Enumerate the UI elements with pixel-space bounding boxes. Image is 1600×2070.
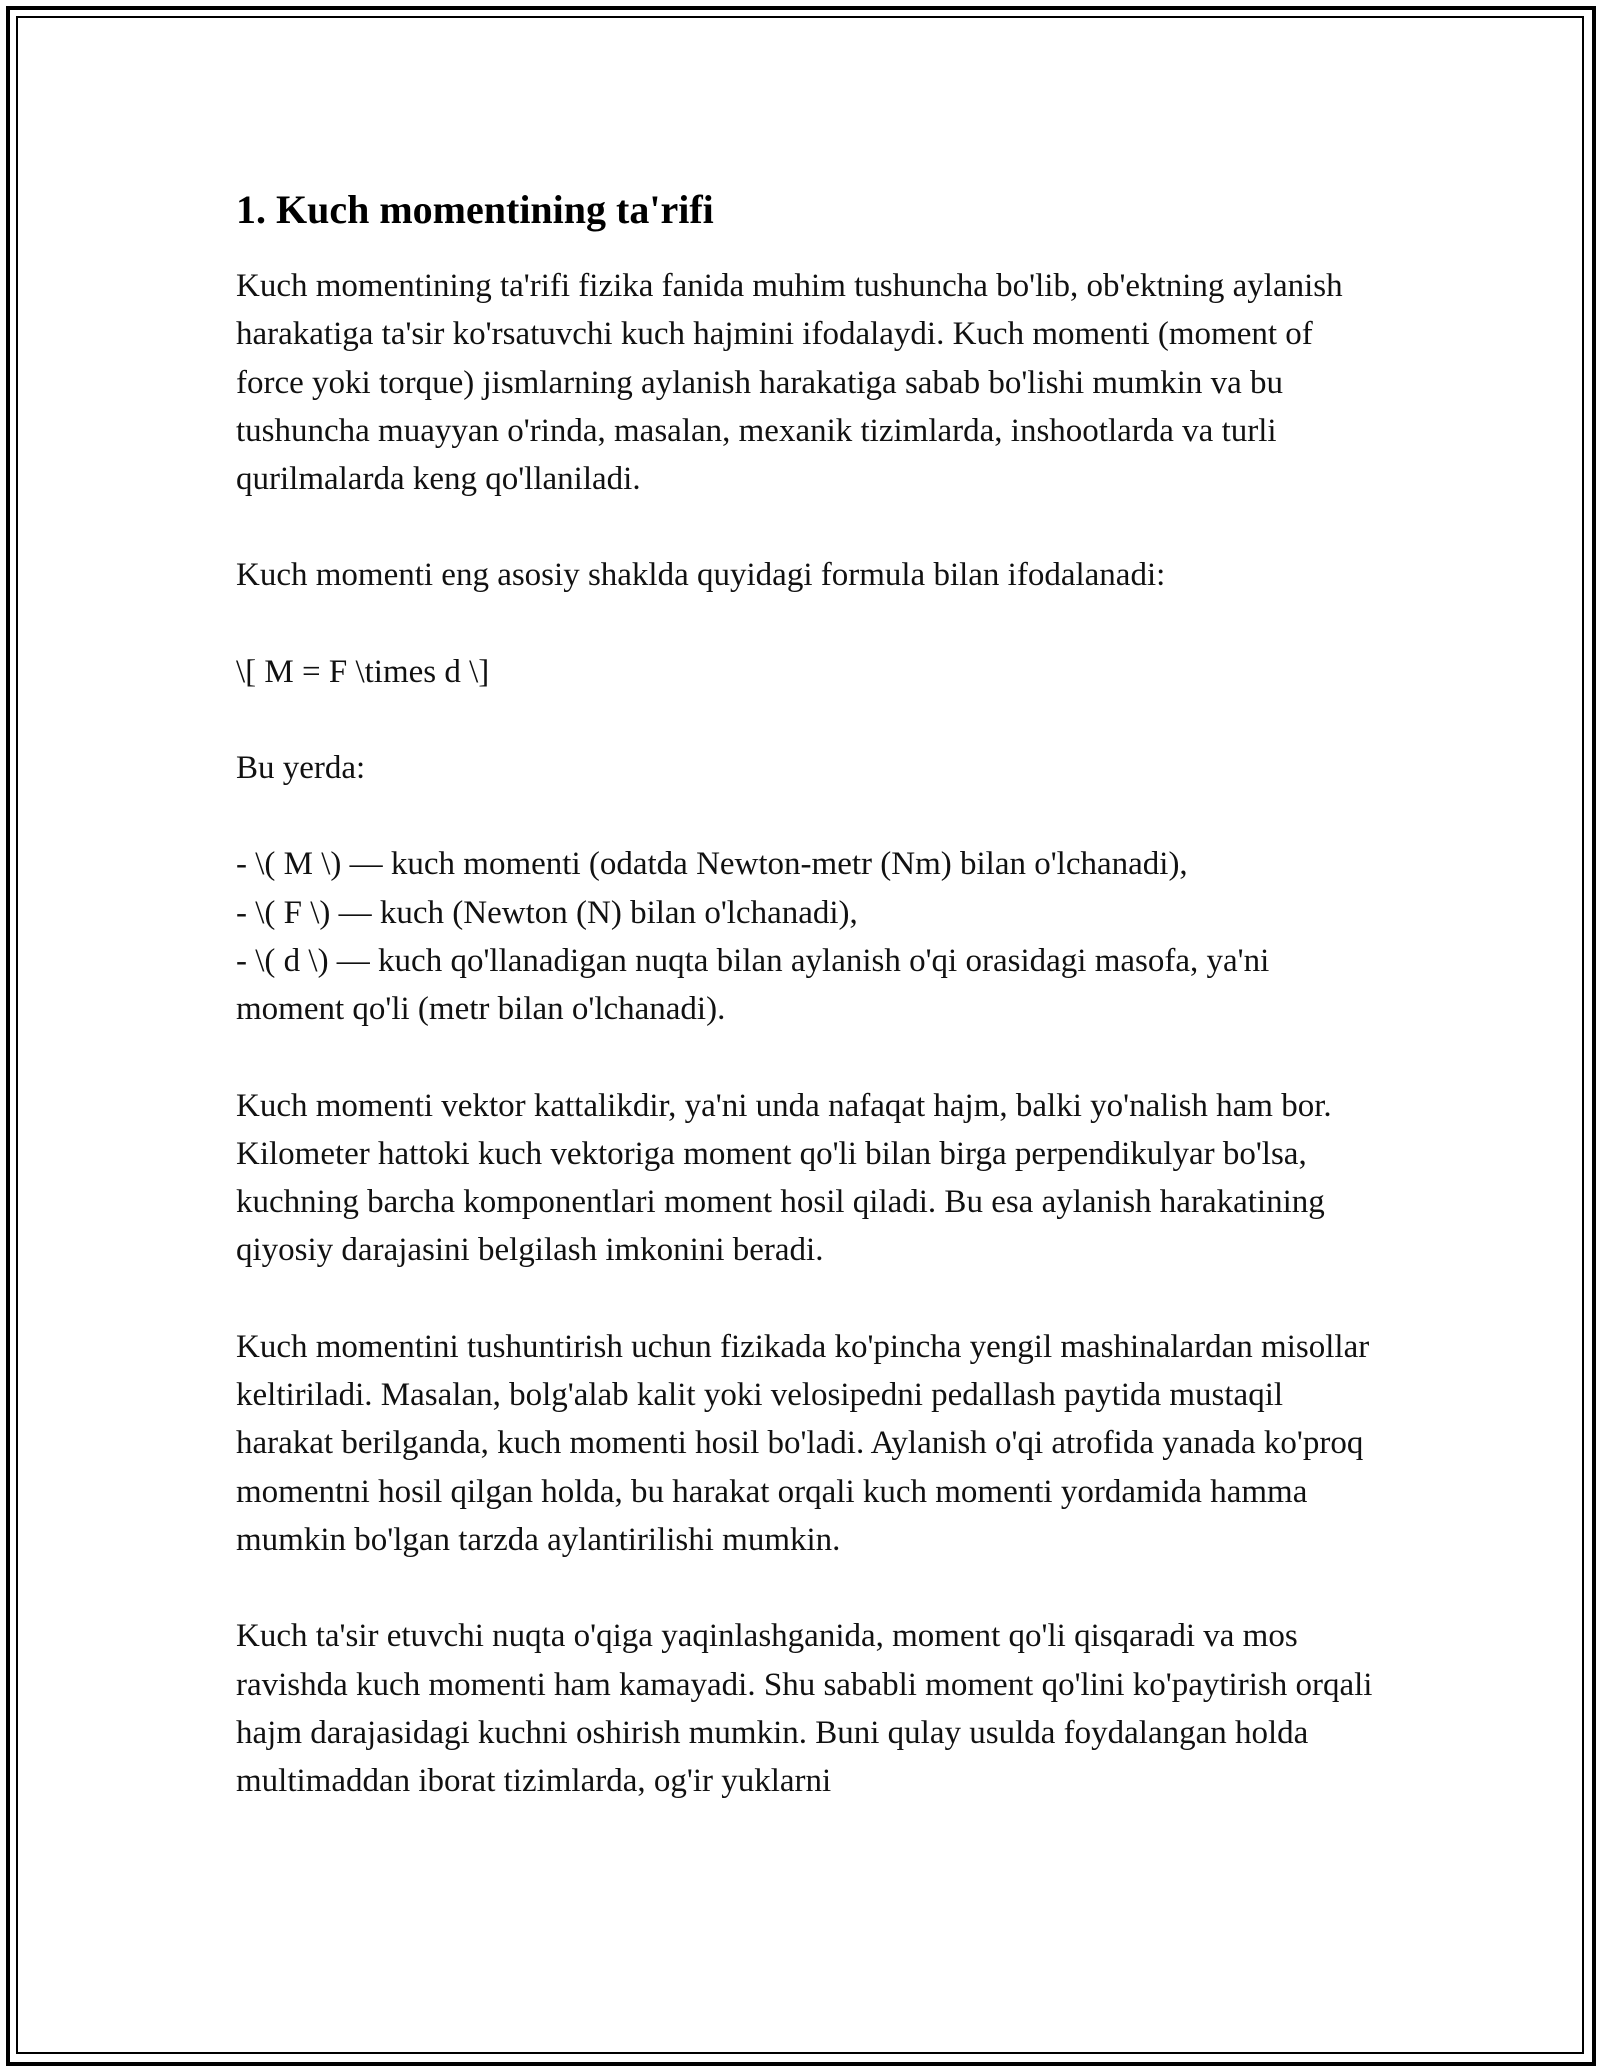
paragraph-definition: Kuch momentining ta'rifi fizika fanida muhim tushuncha bo'lib, ob'ektning aylanish harakatiga ta'sir ko'rsatuvchi kuch hajmini ifodalaydi. Kuch momenti (moment of force yoki torque) jismlarning aylanish harakatiga sabab bo'lishi mumkin va bu tushuncha muayyan o'rinda, masalan, mexanik tizimlarda, inshootlarda va turli qurilmalarda keng qo'llaniladi.: [236, 268, 1343, 498]
section-heading: 1. Kuch momentining ta'rifi: [236, 187, 714, 232]
paragraph-examples: Kuch momentini tushuntirish uchun fizikada ko'pincha yengil mashinalardan misollar keltiriladi. Masalan, bolg'alab kalit yoki velosipedni pedallash paytida mustaqil harakat berilganda, kuch momenti hosil bo'ladi. Aylanish o'qi atrofida yanada ko'proq momentni hosil qilgan holda, bu harakat orqali kuch momenti yordamida hamma mumkin bo'lgan tarzda aylantirilishi mumkin.: [236, 1328, 1370, 1558]
paragraph-lever-arm: Kuch ta'sir etuvchi nuqta o'qiga yaqinlashganida, moment qo'li qisqaradi va mos ravishda kuch momenti ham kamayadi. Shu sababli moment qo'lini ko'paytirish orqali hajm darajasidagi kuchni oshirish mumkin. Buni qulay usulda foydalangan holda multimaddan iborat tizimlarda, og'ir yuklarni: [236, 1618, 1373, 1800]
paragraph-where: Bu yerda:: [236, 750, 366, 787]
definition-m: - \( M \) — kuch momenti (odatda Newton-metr (Nm) bilan o'lchanadi),: [236, 846, 1188, 883]
paragraph-formula-intro: Kuch momenti eng asosiy shaklda quyidagi formula bilan ifodalanadi:: [236, 557, 1166, 594]
variable-definitions: [236, 840, 1376, 1033]
formula: \[ M = F \times d \]: [236, 653, 490, 690]
definition-f: - \( F \) — kuch (Newton (N) bilan o'lchanadi),: [236, 894, 858, 931]
document-body: [236, 186, 1376, 1853]
definition-d: - \( d \) — kuch qo'llanadigan nuqta bilan aylanish o'qi orasidagi masofa, ya'ni moment qo'li (metr bilan o'lchanadi).: [236, 942, 1270, 1028]
paragraph-vector: Kuch momenti vektor kattalikdir, ya'ni unda nafaqat hajm, balki yo'nalish ham bor. Kilometer hattoki kuch vektoriga moment qo'li bilan birga perpendikulyar bo'lsa, kuchning barcha komponentlari moment hosil qiladi. Bu esa aylanish harakatining qiyosiy darajasini belgilash imkonini beradi.: [236, 1087, 1332, 1269]
